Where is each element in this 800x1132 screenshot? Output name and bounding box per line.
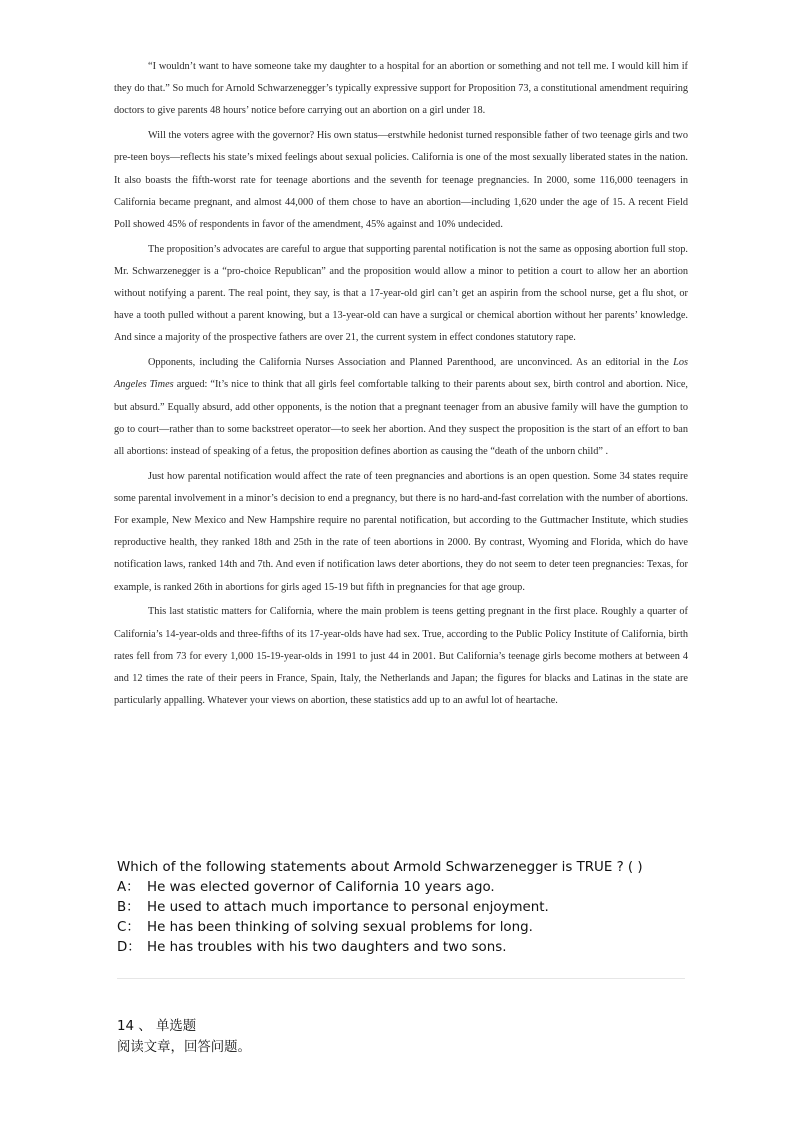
option-c-text: He has been thinking of solving sexual problems for long. bbox=[147, 920, 533, 935]
option-c-letter: C： bbox=[117, 920, 140, 935]
option-b[interactable] bbox=[117, 898, 717, 918]
question-number-type: 14 、 单选题 bbox=[117, 1019, 197, 1034]
passage-paragraph-2: Will the voters agree with the governor? His own status—erstwhile hedonist turned responsible father of two teenage girls and two pre-teen boys—reflects his state’s mixed feelings about sexual policies. California is one of the most sexually liberated states in the nation. It also boasts the fifth-worst rate for teenage abortions and the seventh for teenage pregnancies. In 2000, some 116,000 teenagers in California became pregnant, and almost 44,000 of them chose to have an abortion—including 1,620 under the age of 15. A recent Field Poll showed 45% of respondents in favor of the amendment, 45% against and 10% undecided. bbox=[114, 130, 688, 230]
question-instruction: 阅读文章，回答问题。 bbox=[117, 1040, 251, 1055]
option-c[interactable] bbox=[117, 918, 717, 938]
option-d-letter: D： bbox=[117, 940, 141, 955]
option-b-letter: B： bbox=[117, 900, 140, 915]
paragraph-4-text-end: argued: “It’s nice to think that all girls feel comfortable talking to their parents about sex, birth control and abortion. Nice, but absurd.” Equally absurd, add other opponents, is the notion that a pregnant teenager from an abusive family will have the gumption to go to court—rather than to some backstreet operator—to seek her abortion. And they suspect the proposition is the start of an effort to ban all abortions: instead of speaking of a fetus, the proposition defines abortion as causing the “death of the unborn child” . bbox=[114, 379, 689, 457]
newspaper-title: Los Angeles Times bbox=[114, 357, 688, 391]
passage-paragraph-6: This last statistic matters for California, where the main problem is teens getting pregnant in the first place. Roughly a quarter of California’s 14-year-olds and three-fifths of its 17-year-olds have had sex. True, according to the Public Policy Institute of California, birth rates fell from 73 for every 1,000 15-19-year-olds in 1991 to just 44 in 2001. But California’s teenage girls become mothers at between 4 and 12 times the rate of their peers in France, Spain, Italy, the Netherlands and Japan; the figures for blacks and Latinas in the state are particularly appalling. Whatever your views on abortion, these statistics add up to an awful lot of heartache. bbox=[114, 606, 688, 707]
passage-paragraph-4 bbox=[114, 352, 688, 463]
option-a-letter: A： bbox=[117, 880, 140, 895]
question-stem: Which of the following statements about Armold Schwarzenegger is TRUE ? ( ) bbox=[117, 860, 643, 875]
option-a[interactable] bbox=[117, 878, 717, 898]
paragraph-4-text-start: Opponents, including the California Nurses Association and Planned Parenthood, are unconvinced. As an editorial in the bbox=[148, 357, 674, 369]
next-question-header bbox=[117, 1016, 717, 1058]
option-d-text: He has troubles with his two daughters and two sons. bbox=[147, 940, 507, 955]
option-a-text: He was elected governor of California 10 years ago. bbox=[147, 880, 495, 895]
passage-paragraph-1: “I wouldn’t want to have someone take my daughter to a hospital for an abortion or something and not tell me. I would kill him if they do that.” So much for Arnold Schwarzenegger’s typically expressive support for Proposition 73, a constitutional amendment requiring doctors to give parents 48 hours’ notice before carrying out an abortion on a girl under 18. bbox=[114, 61, 688, 117]
scanned-passage bbox=[114, 56, 688, 858]
passage-paragraph-5: Just how parental notification would affect the rate of teen pregnancies and abortions is an open question. Some 34 states require some parental involvement in a minor’s decision to end a pregnancy, but there is no hard-and-fast correlation with the number of abortions. For example, New Mexico and New Hampshire require no parental notification, but according to the Guttmacher Institute, which studies reproductive health, they ranked 18th and 25th in the rate of teen abortions in 2000. By contrast, Wyoming and Florida, which do have notification laws, ranked 14th and 7th. And even if notification laws deter abortions, they do not seem to deter teen pregnancies: Texas, for example, is ranked 26th in abortions for girls aged 15-19 but fifth in pregnancies for that age group. bbox=[114, 470, 688, 593]
option-d[interactable] bbox=[117, 938, 717, 958]
option-b-text: He used to attach much importance to personal enjoyment. bbox=[147, 900, 549, 915]
section-divider bbox=[117, 978, 685, 979]
question-block bbox=[117, 858, 717, 958]
passage-paragraph-3: The proposition’s advocates are careful to argue that supporting parental notification is not the same as opposing abortion full stop. Mr. Schwarzenegger is a “pro-choice Republican” and the proposition would allow a minor to petition a court to allow her an abortion without notifying a parent. The real point, they say, is that a 17-year-old girl can’t get an aspirin from the school nurse, get a flu shot, or have a tooth pulled without a parent knowing, but a 13-year-old can have a surgical or chemical abortion without her parents’ knowledge. And since a majority of the prospective fathers are over 21, the current system in effect condones statutory rape. bbox=[114, 243, 688, 344]
